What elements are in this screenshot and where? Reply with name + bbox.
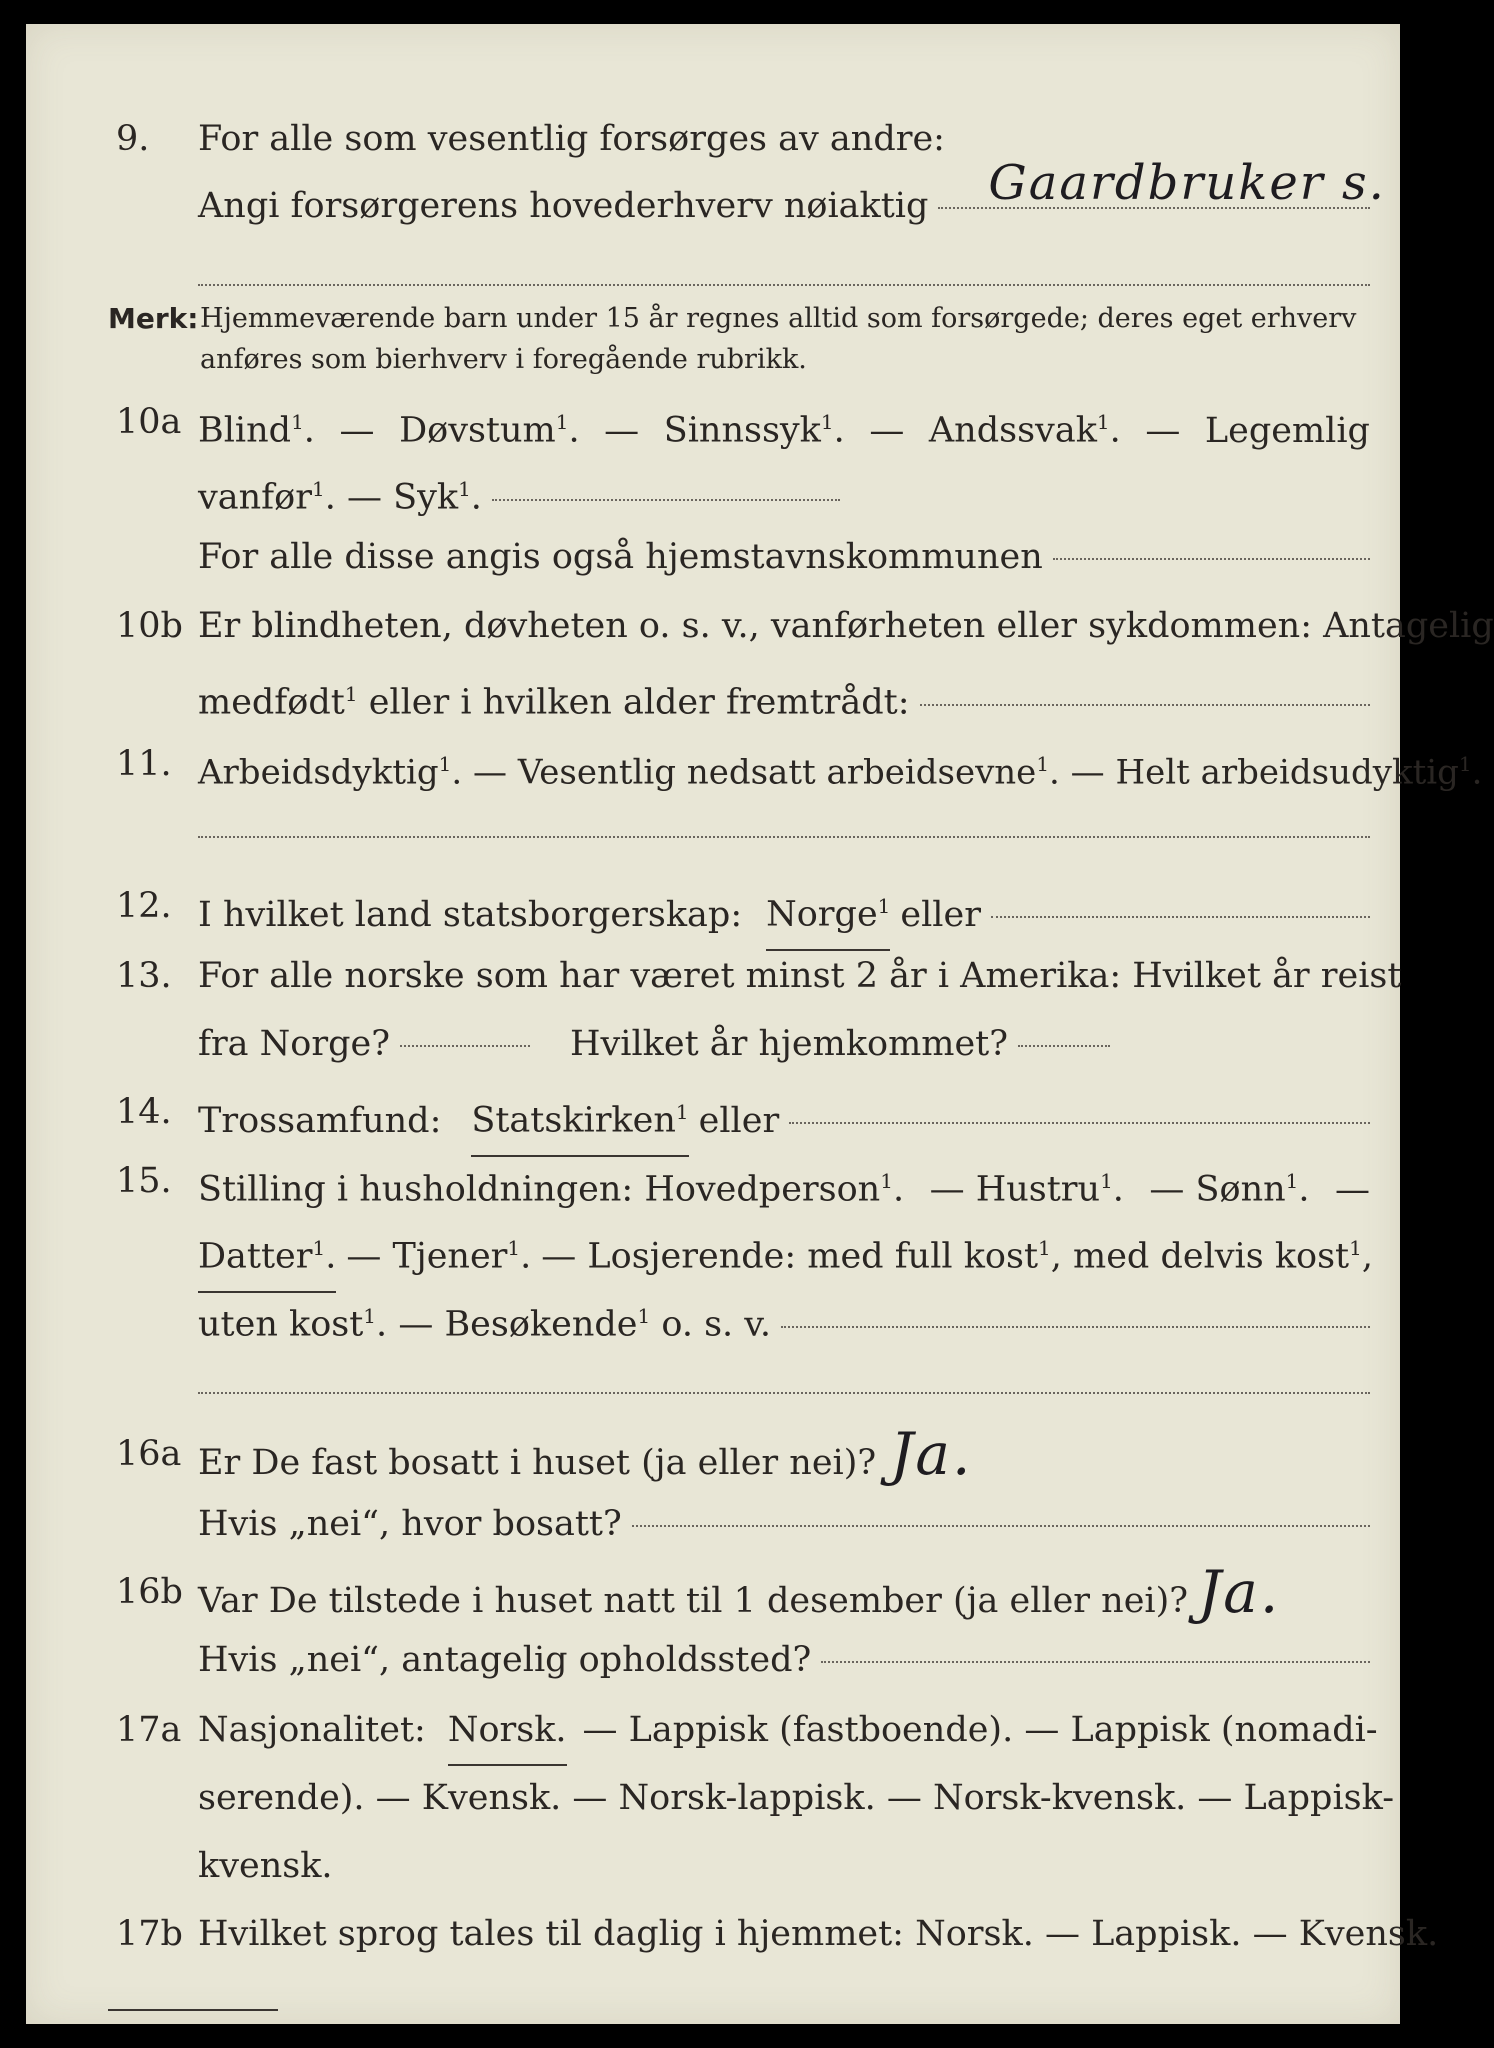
answer-dotted-line [920, 704, 1370, 706]
question-10b-line2: medfødt$^1$ eller i hvilken alder fremtrådt: [26, 664, 1400, 724]
census-form-page [26, 24, 1494, 2024]
question-16a: 16a Er De fast bosatt i huset (ja eller nei)? Ja. [116, 1420, 973, 1488]
underlined-option: Statskirken$^1$ [471, 1082, 688, 1157]
question-14: 14. Trossamfund: Statskirken$^1$ eller [26, 1082, 1400, 1142]
note-line-2: anføres som bierhverv i foregående rubrikk. [200, 344, 807, 375]
question-10a-line2: vanfør$^1$. — Syk$^1$. [26, 459, 1400, 519]
blank-dotted-line [198, 836, 1370, 838]
handwritten-answer: Gaardbruker s. [988, 155, 1386, 211]
answer-dotted-line [781, 1326, 1370, 1328]
question-options: Blind$^1$. — Døvstum$^1$. — Sinnssyk$^1$. — Andssvak$^1$. — Legemlig [198, 410, 1370, 451]
answer-dotted-line [991, 916, 1370, 918]
underlined-option: Norge$^1$ [766, 876, 890, 951]
question-17a: 17a Nasjonalitet: Norsk. — Lappisk (fastboende). — Lappisk (nomadi- [26, 1700, 1400, 1760]
question-number: 10a [116, 402, 182, 442]
question-text: Angi forsørgerens hovederhverv nøiaktig [198, 186, 929, 226]
note-block [108, 299, 1370, 375]
question-17b: 17b Hvilket sprog tales til daglig i hjemmet: Norsk. — Lappisk. — Kvensk. [26, 1904, 1400, 1964]
question-13: 13. For alle norske som har været minst 2 år i Amerika: Hvilket år reist [26, 946, 1400, 1006]
question-15-line3: uten kost$^1$. — Besøkende$^1$ o. s. v. [26, 1286, 1400, 1346]
question-16b-line2: Hvis „nei“, antagelig opholdssted? [26, 1630, 1400, 1690]
question-11: 11. Arbeidsdyktig$^1$. — Vesentlig nedsatt arbeidsevne$^1$. — Helt arbeidsudyktig$^1$. [26, 734, 1400, 794]
answer-dotted-line [632, 1525, 1370, 1527]
footnote-rule [108, 2009, 278, 2011]
question-13-line2: fra Norge? Hvilket år hjemkommet? [26, 1014, 1400, 1074]
underlined-option: Datter$^1$. [198, 1218, 336, 1293]
question-number: 17a [116, 1710, 182, 1750]
question-number: 11. [116, 744, 172, 784]
question-number: 15. [116, 1161, 172, 1201]
answer-dotted-line [821, 1661, 1370, 1663]
question-number: 13. [116, 956, 172, 996]
answer-dotted-line [938, 155, 1386, 211]
note-line-1: Hjemmeværende barn under 15 år regnes alltid som forsørgede; deres eget erhverv [200, 303, 1357, 334]
question-16b: 16b Var De tilstede i huset natt til 1 desember (ja eller nei)? Ja. [116, 1558, 1281, 1626]
question-number: 10b [116, 606, 183, 646]
question-number: 16a [116, 1434, 182, 1474]
question-number: 9. [116, 119, 150, 159]
answer-dotted-line [789, 1122, 1370, 1124]
handwritten-answer: Ja. [1198, 1558, 1281, 1626]
underlined-option: Norsk. [448, 1700, 567, 1766]
question-17a-line3: kvensk. [198, 1846, 333, 1886]
question-10a [26, 392, 1400, 452]
question-15-line2: Datter$^1$. — Tjener$^1$. — Losjerende: med full kost$^1$, med delvis kost$^1$, [26, 1218, 1400, 1278]
question-number: 12. [116, 886, 172, 926]
answer-dotted-line [1018, 1045, 1110, 1047]
note-label: Merk: [108, 302, 199, 335]
question-9-answer-line [26, 155, 1400, 236]
question-10b: 10b Er blindheten, døvheten o. s. v., vanførheten eller sykdommen: Antagelig [26, 596, 1400, 656]
question-number: 17b [116, 1914, 183, 1954]
question-15: 15. Stilling i husholdningen: Hovedperson$^1$. — Hustru$^1$. — Sønn$^1$. — [26, 1151, 1400, 1211]
blank-dotted-line [198, 1392, 1370, 1394]
question-number: 16b [116, 1572, 183, 1612]
question-12: 12. I hvilket land statsborgerskap: Norge$^1$ eller [26, 876, 1400, 936]
handwritten-answer: Ja. [890, 1420, 973, 1488]
question-16a-line2: Hvis „nei“, hvor bosatt? [26, 1494, 1400, 1554]
question-text: For alle som vesentlig forsørges av andre: [198, 119, 945, 159]
answer-dotted-line [400, 1045, 530, 1047]
answer-dotted-line [492, 499, 840, 501]
answer-dotted-line [1053, 558, 1370, 560]
blank-dotted-line [198, 284, 1370, 286]
question-17a-line2: serende). — Kvensk. — Norsk-lappisk. — Norsk-kvensk. — Lappisk- [198, 1778, 1395, 1818]
question-number: 14. [116, 1092, 172, 1132]
question-10a-line3: For alle disse angis også hjemstavnskommunen [26, 527, 1400, 587]
